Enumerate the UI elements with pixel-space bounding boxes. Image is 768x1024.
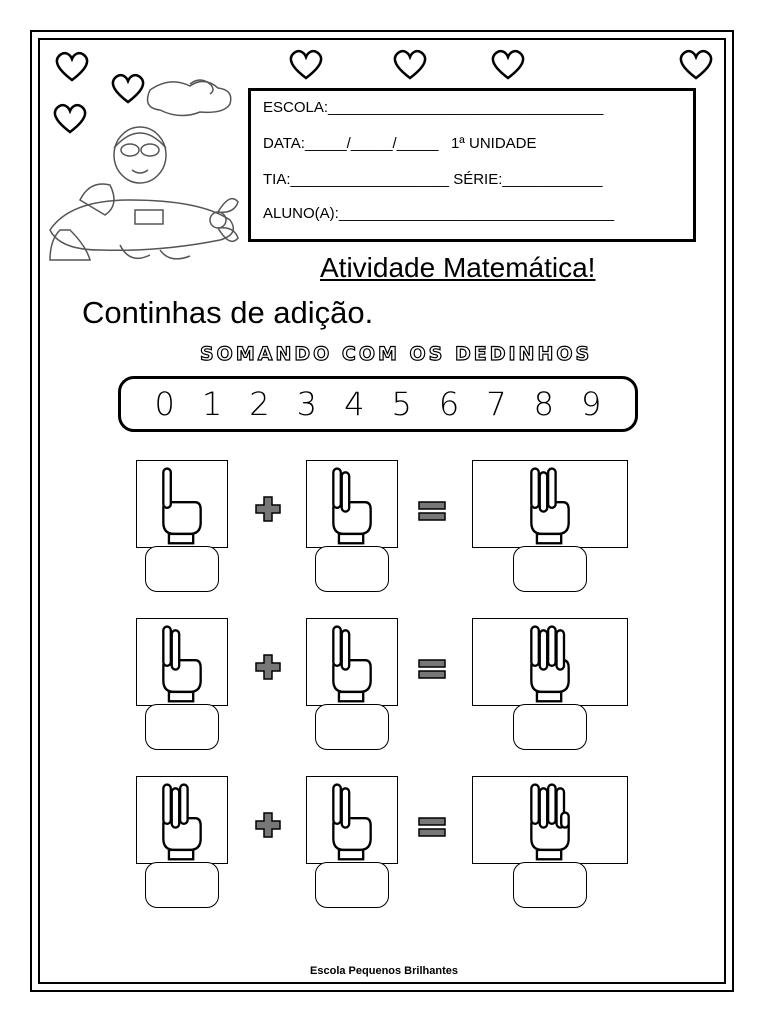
- teacher-series-field[interactable]: [263, 171, 602, 188]
- answer-box-addend-b[interactable]: [315, 704, 389, 750]
- page-subtitle: Continhas de adição.: [82, 295, 374, 330]
- activity-banner: SOMANDO COM OS DEDINHOS: [200, 343, 593, 365]
- number-3: 3: [296, 385, 318, 423]
- hand-1-fingers-icon: [154, 463, 210, 547]
- hand-2-fingers-icon: [154, 621, 210, 705]
- number-1: 1: [201, 385, 223, 423]
- hand-box-addend-a: [136, 776, 228, 864]
- teacher-label: TIA:___________________: [263, 171, 450, 188]
- hand-2-fingers-icon: [324, 463, 380, 547]
- footer-school-name: Escola Pequenos Brilhantes: [310, 965, 458, 977]
- hand-3-fingers-icon: [522, 463, 578, 547]
- number-2: 2: [249, 385, 270, 423]
- unit-label: 1ª UNIDADE: [450, 135, 537, 152]
- answer-box-addend-a[interactable]: [145, 546, 219, 592]
- number-5: 5: [391, 385, 412, 423]
- answer-box-sum[interactable]: [513, 546, 587, 592]
- hand-box-addend-b: [306, 460, 398, 548]
- student-info-form: [248, 88, 696, 242]
- answer-box-addend-a[interactable]: [145, 704, 219, 750]
- plus-icon: [253, 810, 283, 840]
- page-title: Atividade Matemática!: [320, 252, 596, 283]
- answer-box-addend-b[interactable]: [315, 862, 389, 908]
- heart-icon: [488, 44, 528, 84]
- number-4: 4: [344, 385, 365, 423]
- date-label: DATA:_____/_____/_____: [263, 135, 439, 152]
- number-8: 8: [533, 385, 554, 423]
- answer-box-addend-b[interactable]: [315, 546, 389, 592]
- plus-icon: [253, 494, 283, 524]
- number-7: 7: [486, 385, 507, 423]
- hand-2-fingers-icon: [324, 779, 380, 863]
- equals-icon: [417, 812, 447, 842]
- school-field[interactable]: ESCOLA:_________________________________: [263, 99, 604, 116]
- hand-box-addend-a: [136, 618, 228, 706]
- hand-box-sum: [472, 776, 628, 864]
- hand-box-addend-a: [136, 460, 228, 548]
- series-label: SÉRIE:____________: [453, 171, 603, 188]
- heart-icon: [676, 44, 716, 84]
- number-9: 9: [581, 385, 602, 423]
- hand-4-fingers-icon: [522, 621, 578, 705]
- hand-box-addend-b: [306, 776, 398, 864]
- number-line: [118, 376, 638, 432]
- hand-2-fingers-icon: [324, 621, 380, 705]
- hand-5-fingers-icon: [522, 779, 578, 863]
- answer-box-addend-a[interactable]: [145, 862, 219, 908]
- pilot-airplane-clipart: [40, 60, 250, 275]
- number-0: 0: [154, 385, 175, 423]
- equals-icon: [417, 496, 447, 526]
- answer-box-sum[interactable]: [513, 704, 587, 750]
- student-field[interactable]: ALUNO(A):_________________________________: [263, 205, 615, 222]
- answer-box-sum[interactable]: [513, 862, 587, 908]
- plus-icon: [253, 652, 283, 682]
- number-6: 6: [438, 385, 460, 423]
- date-field[interactable]: [263, 135, 537, 152]
- heart-icon: [286, 44, 326, 84]
- heart-icon: [390, 44, 430, 84]
- hand-box-sum: [472, 618, 628, 706]
- equals-icon: [417, 654, 447, 684]
- hand-box-sum: [472, 460, 628, 548]
- hand-box-addend-b: [306, 618, 398, 706]
- hand-3-fingers-icon: [154, 779, 210, 863]
